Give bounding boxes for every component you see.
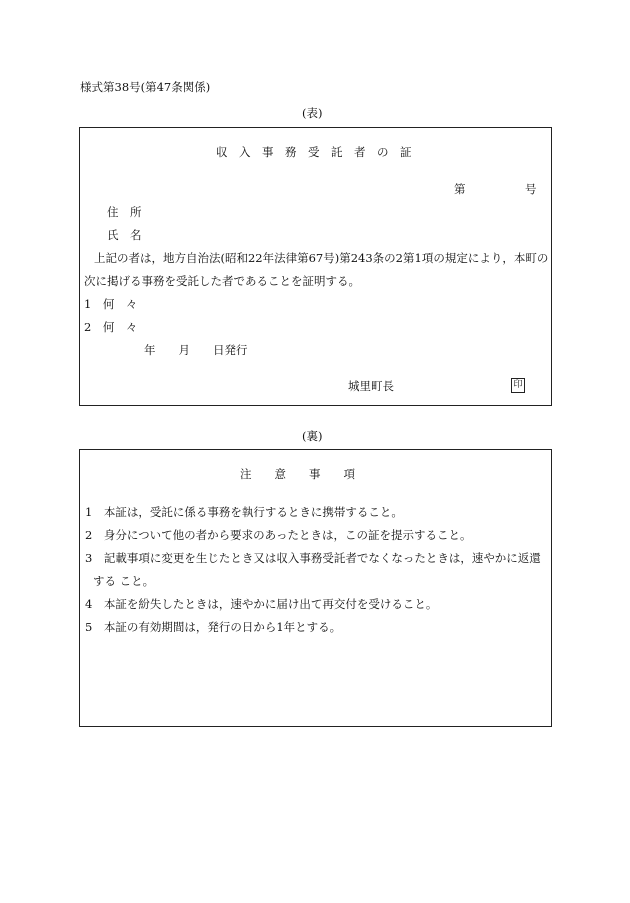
address-label: 住 所 bbox=[107, 205, 142, 219]
issuer-title: 城里町長 bbox=[348, 379, 394, 393]
front-certificate-box bbox=[79, 127, 552, 406]
front-title: 収 入 事 務 受 託 者 の 証 bbox=[216, 145, 412, 159]
list-item: 1 何 々 bbox=[84, 297, 138, 311]
seal-stamp: 印 bbox=[511, 378, 525, 393]
note-item: 2 身分について他の者から要求のあったときは，この証を提示すること。 bbox=[85, 528, 472, 542]
number-prefix: 第 bbox=[454, 182, 466, 196]
note-item: 4 本証を紛失したときは，速やかに届け出て再交付を受けること。 bbox=[85, 597, 438, 611]
name-label: 氏 名 bbox=[107, 228, 142, 242]
issue-date: 年 月 日発行 bbox=[144, 343, 248, 357]
back-notes-box bbox=[79, 449, 552, 727]
certification-text-line1: 上記の者は，地方自治法(昭和22年法律第67号)第243条の2第1項の規定により，本町の bbox=[94, 251, 549, 265]
certification-text-line2: 次に掲げる事務を受託した者であることを証明する。 bbox=[84, 274, 360, 288]
back-side-label: (裏) bbox=[302, 429, 323, 443]
note-item: 1 本証は，受託に係る事務を執行するときに携帯すること。 bbox=[85, 505, 403, 519]
back-title: 注 意 事 項 bbox=[240, 467, 355, 481]
form-number: 様式第38号(第47条関係) bbox=[80, 80, 211, 94]
note-item: 3 記載事項に変更を生じたとき又は収入事務受託者でなくなったときは，速やかに返還 bbox=[85, 551, 541, 565]
number-suffix: 号 bbox=[525, 182, 537, 196]
note-item-continued: する こと。 bbox=[93, 574, 155, 588]
front-side-label: (表) bbox=[302, 106, 323, 120]
note-item: 5 本証の有効期間は，発行の日から1年とする。 bbox=[85, 620, 342, 634]
list-item: 2 何 々 bbox=[84, 320, 138, 334]
